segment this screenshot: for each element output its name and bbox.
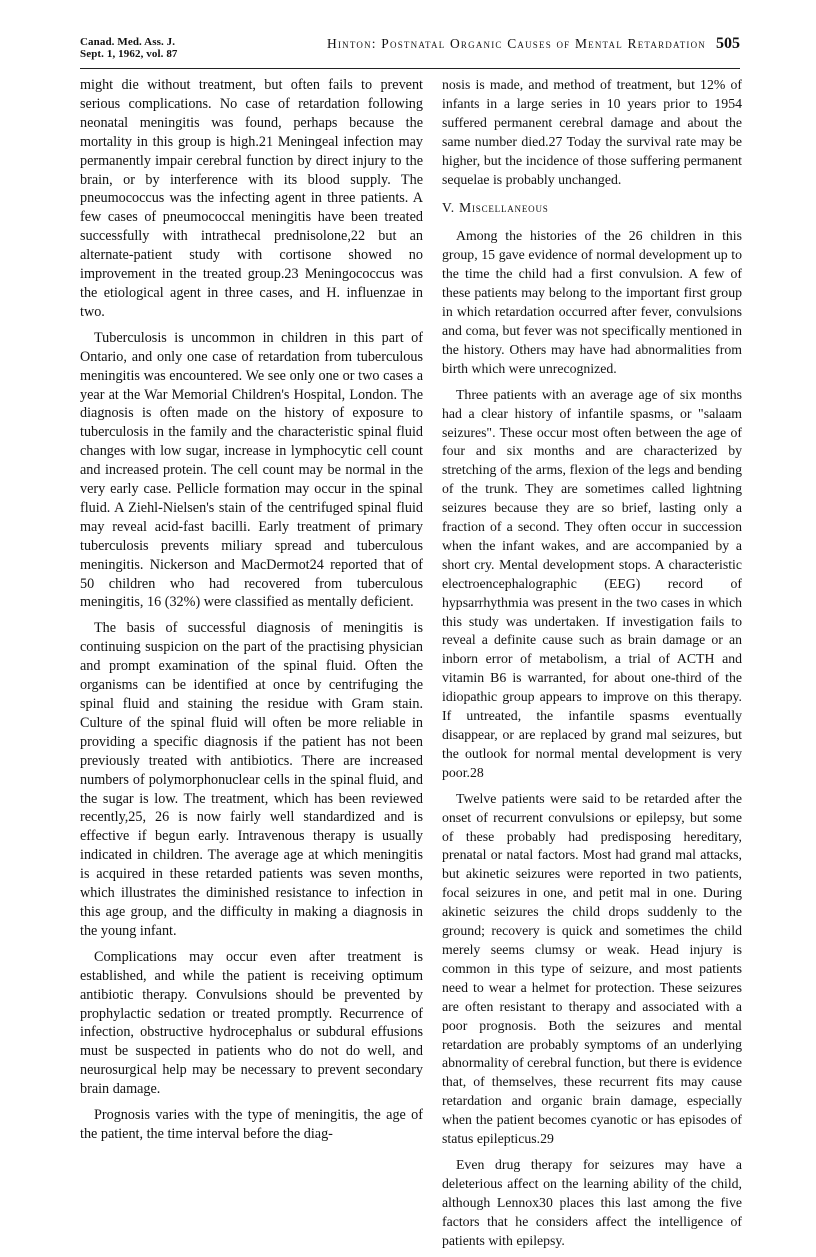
paragraph: might die without treatment, but often fails to prevent serious complications. No case of retardation following neonatal meningitis was found, perhaps because the mortality in this group is high.21 Meningeal infection may permanently impair cerebral function by direct injury to the brain, or by interference with its blood supply. The pneumococcus was the infecting agent in three patients. A few cases of pneumococcal meningitis have been treated successfully with intrathecal prednisolone,22 but an alternate-patient study with cortisone showed no improvement in the treated group.23 Meningococcus was the etiological agent in three cases, and H. influenzae in two. [80, 77, 423, 320]
paragraph: nosis is made, and method of treatment, but 12% of infants in a large series in 10 years prior to 1954 suffered permanent cerebral damage and about the same number died.27 Today the survival rate may be higher, but the incidence of those suffering permanent sequelae is probably unchanged. [442, 77, 742, 187]
paragraph: Even drug therapy for seizures may have a deleterious affect on the learning ability of the child, although Lennox30 places this last among the five factors that he considers affect the intelligence of patients with epilepsy. [442, 1156, 742, 1248]
journal-name: Canad. Med. Ass. J. [80, 36, 176, 48]
journal-reference [80, 36, 178, 60]
right-column [442, 76, 742, 1257]
paragraph: Tuberculosis is uncommon in children in this part of Ontario, and only one case of retardation from tuberculous meningitis was encountered. We see only one or two cases a year at the War Memorial Children's Hospital, London. The diagnosis is often made on the history of exposure to tuberculosis in the family and the characteristic spinal fluid changes with low sugar, increase in lymphocytic cell count and increased protein. The cell count may be normal in the very early case. Pellicle formation may occur in the spinal fluid. A Ziehl-Nielsen's stain of the centrifuged spinal fluid may reveal acid-fast bacilli. Early treatment of primary tuberculosis prevents miliary spread and tuberculous meningitis. Nickerson and MacDermot24 reported that of 50 children who had recovered from tuberculous meningitis, 16 (32%) were classified as mentally deficient. [80, 329, 423, 611]
header-rule [80, 68, 740, 69]
paragraph: The basis of successful diagnosis of meningitis is continuing suspicion on the part of the practising physician and prompt examination of the spinal fluid. Often the organisms can be identified at once by centrifuging the spinal fluid and staining the residue with Gram stain. Culture of the spinal fluid will often be more reliable in providing a specific diagnosis if the patient has not been previously treated with antibiotics. There are increased numbers of polymorphonuclear cells in the spinal fluid, and the sugar is low. The treatment, which has been reviewed recently,25, 26 is now fairly well standardized and is effective if begun early. Intravenous therapy is usually indicated in children. The average age at which meningitis is acquired in these retarded patients was seven months, which illustrates the diminished resistance to infection in this age group, and the difficulty in making a diagnosis in the young infant. [80, 620, 423, 939]
running-title [327, 36, 740, 52]
article-title: Hinton: Postnatal Organic Causes of Mental Retardation [327, 36, 706, 51]
paragraph: Twelve patients were said to be retarded after the onset of recurrent convulsions or epilepsy, but some of these probably had predisposing hereditary, prenatal or natal factors. Most had grand mal attacks, but akinetic seizures were reported in two patients, focal seizures in one, and petit mal in one. During akinetic seizures the child drops suddenly to the ground; recovery is quick and sometimes the child merely seems clumsy or weak. Head injury is common in this type of seizure, and most patients need to wear a helmet for protection. These seizures are often resistant to therapy and associated with a poor prognosis. Both the seizures and mental retardation are probably symptoms of an underlying abnormality of cerebral function, but there is evidence that, of themselves, these recurrent fits may cause retardation and organic brain damage, especially when the patient becomes cyanotic or has episodes of status epilepticus.29 [442, 790, 742, 1147]
paragraph: Complications may occur even after treatment is established, and while the patient is receiving optimum antibiotic therapy. Convulsions should be prevented by prophylactic sedation or treated promptly. Recurrence of infection, obstructive hydrocephalus or subdural effusions must be suspected in patients who do not do well, and neurosurgical help may be necessary to prevent secondary brain damage. [80, 948, 423, 1098]
paragraph: Prognosis varies with the type of meningitis, the age of the patient, the time interval before the diag- [80, 1107, 423, 1142]
page-number: 505 [716, 35, 740, 52]
paragraph: Three patients with an average age of six months had a clear history of infantile spasms, or "salaam seizures". These occur most often between the age of four and six months and are characterized by stretching of the arms, flexion of the legs and bending of the trunk. They are sometimes called lightning seizures because they are so brief, lasting only a fraction of a second. They often occur in succession when the infant wakes, and are accompanied by a short cry. Mental development stops. A characteristic electroencephalographic (EEG) record of hypsarrhythmia was present in the two cases in which this study was undertaken. If investigation fails to reveal a definite cause such as brain damage or an inborn error of metabolism, a trial of ACTH and vitamin B6 is warranted, for about one-third of the idiopathic group appears to improve on this therapy. If untreated, the infantile spasms eventually disappear, or are replaced by grand mal seizures, but the outlook for normal mental development is very poor.28 [442, 386, 742, 780]
section-heading: V. Miscellaneous [442, 200, 549, 216]
paragraph: Among the histories of the 26 children in this group, 15 gave evidence of normal development up to the time the child had a first convulsion. A few of these patients may belong to the important first group in which retardation occurred after fever, convulsions and coma, but fever was not specifically mentioned in the history. Others may have had abnormalities from birth which were unrecognized. [442, 228, 742, 376]
running-head [80, 36, 740, 70]
left-column [80, 76, 423, 1151]
journal-issue: Sept. 1, 1962, vol. 87 [80, 48, 178, 60]
